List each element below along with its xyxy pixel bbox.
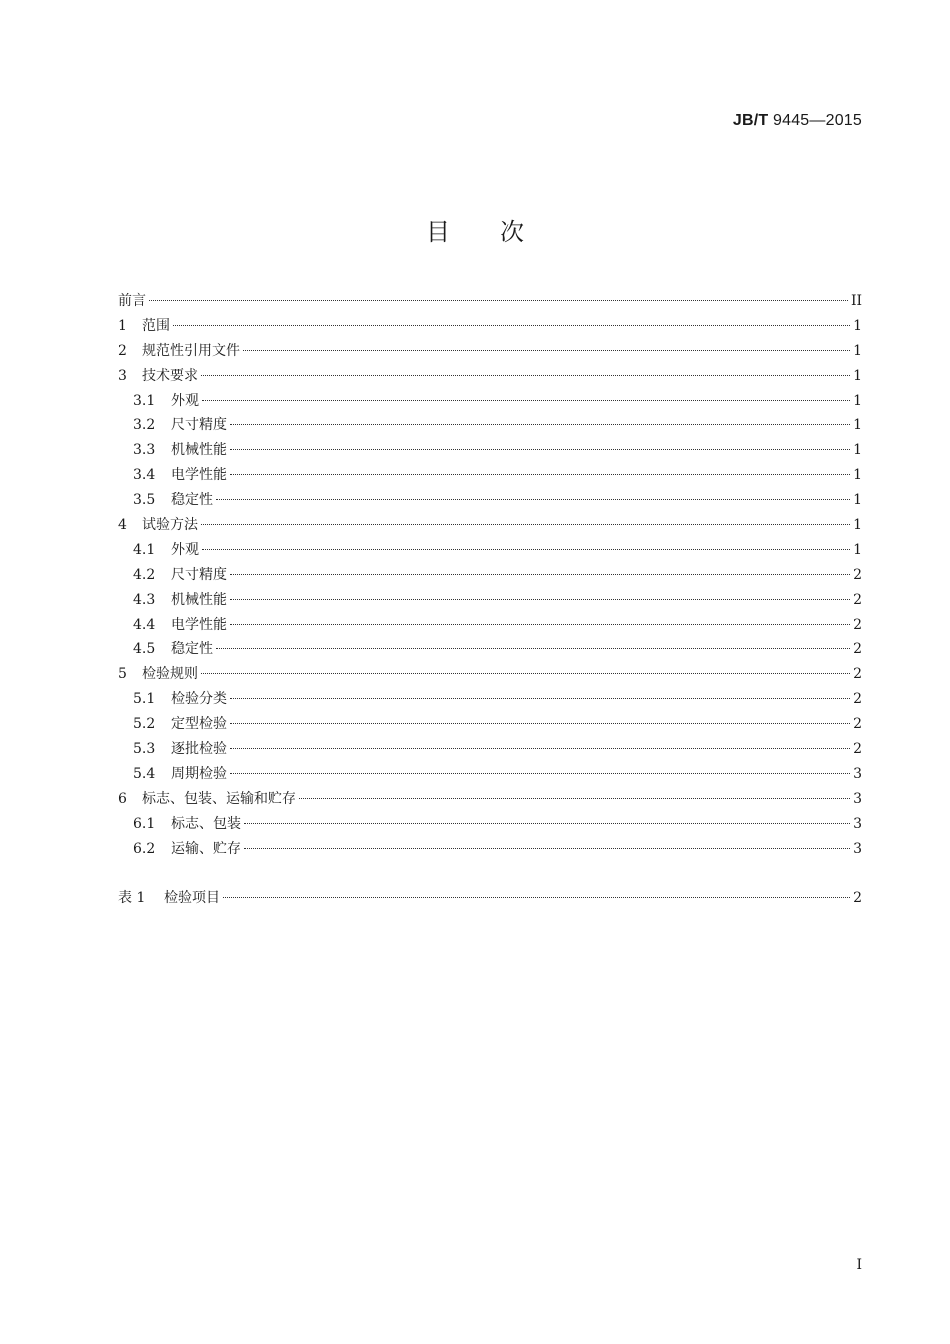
toc-entry[interactable] [118, 513, 862, 538]
toc-entry-number: 4.1 [133, 541, 156, 558]
toc-entry-page: 1 [853, 492, 862, 509]
document-code [733, 112, 862, 130]
toc-entry-page: 3 [853, 815, 862, 832]
toc-entry-label: 逐批检验 [171, 741, 227, 758]
toc-leader-dots [230, 599, 850, 600]
toc-entry-page: 3 [853, 765, 862, 782]
toc-entry-number: 2 [118, 342, 127, 359]
toc-leader-dots [202, 549, 850, 550]
toc-entry-label: 周期检验 [171, 765, 227, 782]
toc-leader-dots [230, 574, 850, 575]
toc-entry-number: 5.4 [133, 765, 156, 782]
toc-entry-page: 1 [853, 317, 862, 334]
toc-entry-label: 标志、包装 [171, 815, 241, 832]
toc-entry-label: 尺寸精度 [171, 417, 227, 434]
toc-entry-page: 1 [853, 342, 862, 359]
toc-leader-dots [201, 673, 850, 674]
toc-entry-page: 2 [853, 716, 862, 733]
toc-leader-dots [173, 325, 850, 326]
toc-subentry[interactable] [118, 438, 862, 463]
toc-entry-label: 外观 [171, 392, 199, 409]
toc-subentry[interactable] [118, 712, 862, 737]
toc-leader-dots [202, 400, 850, 401]
toc-entry-number: 4.2 [133, 566, 156, 583]
toc-subentry[interactable] [118, 389, 862, 414]
toc-entry-number: 5.1 [133, 691, 156, 708]
toc-entry-number: 5.3 [133, 741, 156, 758]
toc-entry-label: 外观 [171, 541, 199, 558]
toc-entry[interactable] [118, 339, 862, 364]
document-code-number: 9445—2015 [768, 112, 862, 129]
toc-entry-page: 2 [853, 666, 862, 683]
toc-entry-label: 运输、贮存 [171, 840, 241, 857]
toc-leader-dots [230, 748, 850, 749]
toc-leader-dots [244, 848, 850, 849]
toc-entry-number: 3.5 [133, 492, 156, 509]
toc-entry-page: 2 [853, 741, 862, 758]
toc-entry-number: 4.5 [133, 641, 156, 658]
toc-entry-label: 检验分类 [171, 691, 227, 708]
toc-entry-page: 2 [853, 691, 862, 708]
toc-subentry[interactable] [118, 413, 862, 438]
toc-entry-label: 检验规则 [142, 666, 198, 683]
toc-entry-label: 规范性引用文件 [142, 342, 240, 359]
document-code-prefix: JB/T [732, 112, 769, 129]
toc-leader-dots [230, 474, 850, 475]
toc-entry-label: 电学性能 [171, 616, 227, 633]
toc-subentry[interactable] [118, 588, 862, 613]
toc-entry-page: 3 [853, 790, 862, 807]
toc-entry-label: 技术要求 [142, 367, 198, 384]
toc-entry-label: 定型检验 [171, 716, 227, 733]
toc-leader-dots [230, 698, 850, 699]
toc-entry-number: 1 [118, 317, 127, 334]
toc-leader-dots [201, 375, 850, 376]
toc-entry-label: 电学性能 [171, 467, 227, 484]
page-title: 目次 [426, 218, 574, 246]
toc-entry-label: 尺寸精度 [171, 566, 227, 583]
toc-entry-number: 3.3 [133, 442, 156, 459]
toc-entry-number: 6 [118, 790, 127, 807]
toc-subentry[interactable] [118, 463, 862, 488]
toc-entry-number: 表 1 [118, 890, 146, 907]
toc-subentry[interactable] [118, 812, 862, 837]
toc-entry-number: 4 [118, 517, 127, 534]
toc-subentry[interactable] [118, 613, 862, 638]
toc-entry-label: 稳定性 [171, 641, 213, 658]
toc-entry-number: 3.1 [133, 392, 156, 409]
toc-entry[interactable] [118, 364, 862, 389]
toc-entry-number: 6.2 [133, 840, 156, 857]
toc-entry-page: 2 [853, 616, 862, 633]
toc-subentry[interactable] [118, 837, 862, 862]
toc-subentry[interactable] [118, 687, 862, 712]
toc-entry-number: 4.4 [133, 616, 156, 633]
toc-entry-number: 3.4 [133, 467, 156, 484]
toc-table-entry[interactable] [118, 886, 862, 911]
toc-entry-label: 标志、包装、运输和贮存 [142, 790, 296, 807]
toc-subentry[interactable] [118, 538, 862, 563]
toc-leader-dots [230, 624, 850, 625]
toc-entry[interactable] [118, 662, 862, 687]
toc-leader-dots [223, 897, 850, 898]
toc-entry-label: 前言 [118, 293, 146, 309]
toc-entry-label: 机械性能 [171, 591, 227, 608]
toc-subentry[interactable] [118, 488, 862, 513]
toc-leader-dots [230, 723, 850, 724]
toc-subentry[interactable] [118, 563, 862, 588]
toc-entry-number: 5.2 [133, 716, 156, 733]
toc-leader-dots [230, 449, 850, 450]
toc-entry-number: 4.3 [133, 591, 156, 608]
toc-entry-page: 3 [853, 840, 862, 857]
toc-entry-preface[interactable] [118, 289, 862, 314]
toc-leader-dots [230, 424, 850, 425]
toc-leader-dots [201, 524, 850, 525]
toc-entry-number: 5 [118, 666, 127, 683]
toc-subentry[interactable] [118, 737, 862, 762]
toc-entry-page: 2 [853, 591, 862, 608]
toc-entry-page: 2 [853, 641, 862, 658]
toc-leader-dots [216, 499, 850, 500]
toc-entry-page: 2 [853, 566, 862, 583]
toc-entry-number: 3.2 [133, 417, 156, 434]
page-number: I [856, 1257, 862, 1273]
toc-entry-page: 1 [853, 442, 862, 459]
toc-entry-page: 1 [853, 541, 862, 558]
toc-subentry[interactable] [118, 762, 862, 787]
toc-entry-label: 试验方法 [142, 517, 198, 534]
toc-leader-dots [244, 823, 850, 824]
toc-entry-label: 机械性能 [171, 442, 227, 459]
toc-entry-page: II [850, 293, 862, 309]
toc-entry[interactable] [118, 787, 862, 812]
toc-entry-number: 3 [118, 367, 127, 384]
table-of-contents [118, 289, 862, 911]
toc-entry-page: 1 [853, 392, 862, 409]
toc-entry-label: 范围 [142, 317, 170, 334]
toc-leader-dots [216, 648, 850, 649]
toc-entry-page: 1 [853, 417, 862, 434]
toc-leader-dots [243, 350, 850, 351]
toc-subentry[interactable] [118, 637, 862, 662]
toc-leader-dots [299, 798, 850, 799]
toc-entry[interactable] [118, 314, 862, 339]
toc-leader-dots [230, 773, 850, 774]
toc-entry-page: 2 [853, 890, 862, 907]
toc-entry-label: 稳定性 [171, 492, 213, 509]
toc-leader-dots [149, 300, 848, 301]
toc-entry-page: 1 [853, 517, 862, 534]
toc-entry-number: 6.1 [133, 815, 156, 832]
toc-entry-label: 检验项目 [164, 890, 220, 907]
toc-entry-page: 1 [853, 367, 862, 384]
toc-entry-page: 1 [853, 467, 862, 484]
